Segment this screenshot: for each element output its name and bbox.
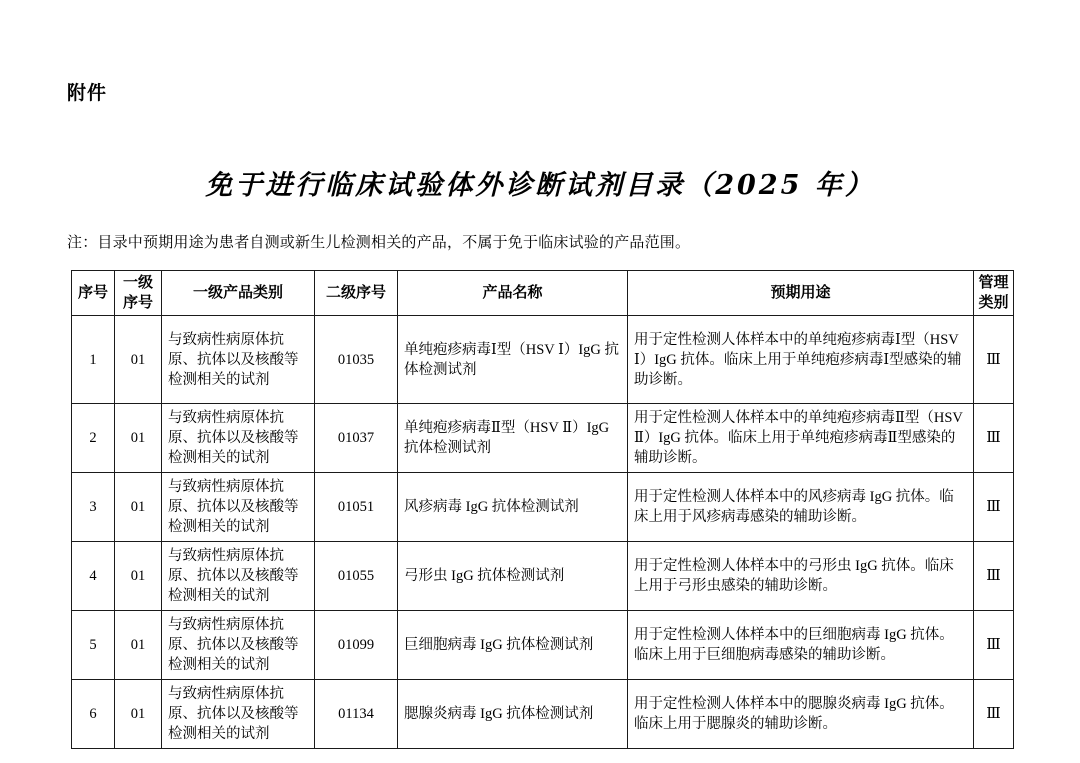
cell-level1-no: 01: [115, 611, 162, 680]
cell-level1-no: 01: [115, 404, 162, 473]
table-row: [72, 404, 1014, 473]
header-mgmt-class: 管理类别: [974, 271, 1014, 316]
header-product: 产品名称: [398, 271, 628, 316]
cell-mgmt-class: Ⅲ: [974, 316, 1014, 404]
header-usage: 预期用途: [628, 271, 974, 316]
cell-usage: 用于定性检测人体样本中的单纯疱疹病毒Ⅰ型（HSV Ⅰ）IgG 抗体。临床上用于单纯疱疹病毒Ⅰ型感染的辅助诊断。: [628, 316, 974, 404]
header-category: 一级产品类别: [162, 271, 315, 316]
cell-usage: 用于定性检测人体样本中的腮腺炎病毒 IgG 抗体。临床上用于腮腺炎的辅助诊断。: [628, 680, 974, 749]
cell-product: 单纯疱疹病毒Ⅰ型（HSV Ⅰ）IgG 抗体检测试剂: [398, 316, 628, 404]
cell-level1-no: 01: [115, 473, 162, 542]
table-header-row: [72, 271, 1014, 316]
table-row: [72, 611, 1014, 680]
cell-mgmt-class: Ⅲ: [974, 404, 1014, 473]
table-row: [72, 542, 1014, 611]
catalog-table: [71, 270, 1014, 749]
cell-usage: 用于定性检测人体样本中的巨细胞病毒 IgG 抗体。临床上用于巨细胞病毒感染的辅助诊断。: [628, 611, 974, 680]
cell-level1-no: 01: [115, 316, 162, 404]
attachment-label: 附件: [67, 83, 108, 104]
cell-usage: 用于定性检测人体样本中的单纯疱疹病毒Ⅱ型（HSV Ⅱ）IgG 抗体。临床上用于单纯疱疹病毒Ⅱ型感染的辅助诊断。: [628, 404, 974, 473]
table-row: [72, 316, 1014, 404]
cell-level1-no: 01: [115, 542, 162, 611]
cell-category: 与致病性病原体抗原、抗体以及核酸等检测相关的试剂: [162, 473, 315, 542]
cell-product: 巨细胞病毒 IgG 抗体检测试剂: [398, 611, 628, 680]
cell-seq: 4: [72, 542, 115, 611]
cell-level2-no: 01051: [315, 473, 398, 542]
cell-usage: 用于定性检测人体样本中的风疹病毒 IgG 抗体。临床上用于风疹病毒感染的辅助诊断。: [628, 473, 974, 542]
cell-level1-no: 01: [115, 680, 162, 749]
cell-product: 风疹病毒 IgG 抗体检测试剂: [398, 473, 628, 542]
table-row: [72, 680, 1014, 749]
cell-level2-no: 01099: [315, 611, 398, 680]
cell-product: 弓形虫 IgG 抗体检测试剂: [398, 542, 628, 611]
cell-category: 与致病性病原体抗原、抗体以及核酸等检测相关的试剂: [162, 680, 315, 749]
cell-mgmt-class: Ⅲ: [974, 680, 1014, 749]
cell-product: 单纯疱疹病毒Ⅱ型（HSV Ⅱ）IgG 抗体检测试剂: [398, 404, 628, 473]
cell-level2-no: 01134: [315, 680, 398, 749]
header-seq: 序号: [72, 271, 115, 316]
cell-category: 与致病性病原体抗原、抗体以及核酸等检测相关的试剂: [162, 542, 315, 611]
cell-product: 腮腺炎病毒 IgG 抗体检测试剂: [398, 680, 628, 749]
table-body: [72, 316, 1014, 749]
cell-seq: 6: [72, 680, 115, 749]
cell-category: 与致病性病原体抗原、抗体以及核酸等检测相关的试剂: [162, 611, 315, 680]
page-title: 免于进行临床试验体外诊断试剂目录（2025 年）: [205, 170, 875, 201]
cell-usage: 用于定性检测人体样本中的弓形虫 IgG 抗体。临床上用于弓形虫感染的辅助诊断。: [628, 542, 974, 611]
table-row: [72, 473, 1014, 542]
cell-level2-no: 01055: [315, 542, 398, 611]
cell-seq: 5: [72, 611, 115, 680]
cell-category: 与致病性病原体抗原、抗体以及核酸等检测相关的试剂: [162, 404, 315, 473]
cell-seq: 3: [72, 473, 115, 542]
cell-seq: 1: [72, 316, 115, 404]
cell-seq: 2: [72, 404, 115, 473]
cell-category: 与致病性病原体抗原、抗体以及核酸等检测相关的试剂: [162, 316, 315, 404]
header-level1-no: 一级序号: [115, 271, 162, 316]
header-level2-no: 二级序号: [315, 271, 398, 316]
cell-mgmt-class: Ⅲ: [974, 542, 1014, 611]
cell-level2-no: 01035: [315, 316, 398, 404]
note-text: 注：目录中预期用途为患者自测或新生儿检测相关的产品，不属于免于临床试验的产品范围。: [67, 234, 691, 251]
cell-mgmt-class: Ⅲ: [974, 473, 1014, 542]
cell-mgmt-class: Ⅲ: [974, 611, 1014, 680]
cell-level2-no: 01037: [315, 404, 398, 473]
